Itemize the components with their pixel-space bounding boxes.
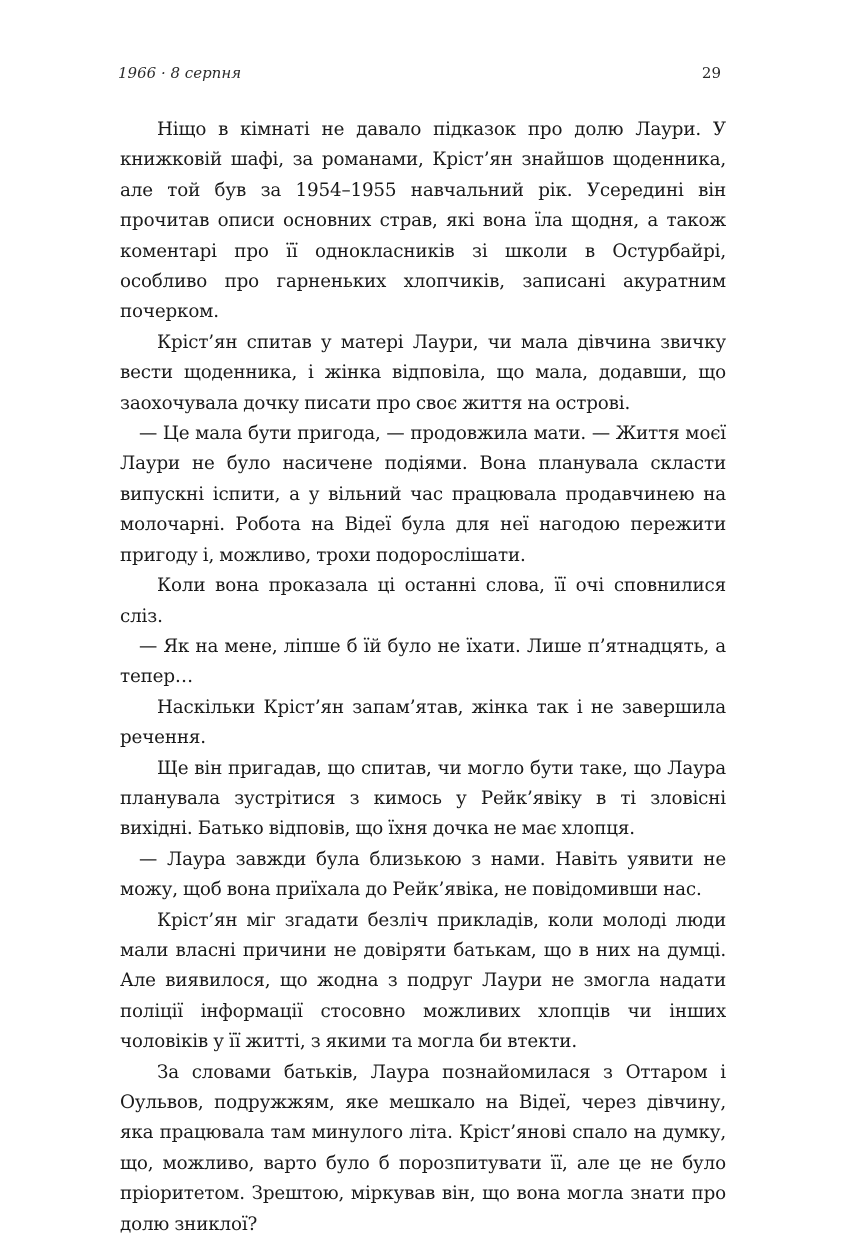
body-text	[120, 115, 726, 1240]
paragraph: Ще він пригадав, що спитав, чи могло бути таке, що Лаура планувала зустрітися з кимось у Рейк’явіку в ті зловісні вихідні. Батько відповів, що їхня дочка не має хлопця.	[120, 757, 726, 840]
dialogue-paragraph: — Як на мене, ліпше б їй було не їхати. Лише п’ятнадцять, а тепер…	[120, 635, 726, 688]
running-head	[118, 64, 721, 88]
paragraph: Наскільки Кріст’ян запам’ятав, жінка так і не завершила речення.	[120, 696, 726, 749]
paragraph: Коли вона проказала ці останні слова, її очі сповнилися сліз.	[120, 575, 726, 627]
paragraph: Кріст’ян міг згадати безліч прикладів, коли молоді люди мали власні причини не довіряти батькам, що в них на думці. Але виявилося, що жодна з подруг Лаури не змогла надати поліції інформації стосовно можливих хлопців чи інших чоловіків у її житті, з якими та могла би втекти.	[120, 909, 726, 1053]
dialogue-paragraph: — Лаура завжди була близькою з нами. Навіть уявити не можу, щоб вона приїхала до Рейк’явіка, не повідомивши нас.	[120, 848, 726, 901]
dialogue-paragraph: — Це мала бути пригода, — продовжила мати. — Життя моєї Лаури не було насичене подіями. Вона планувала скласти випускні іспити, а у вільний час працювала продавчинею на молочарні. Робота на Відеї була для неї нагодою пережити пригоду і, можливо, трохи подорослішати.	[120, 423, 726, 566]
page-number: 29	[701, 64, 721, 82]
paragraph: Кріст’ян спитав у матері Лаури, чи мала дівчина звичку вести щоденника, і жінка відповіла, що мала, додавши, що заохочувала дочку писати про своє життя на острові.	[120, 331, 726, 414]
paragraph: За словами батьків, Лаура познайомилася з Оттаром і Оульвов, подружжям, яке мешкало на Відеї, через дівчину, яка працювала там минулого літа. Кріст’янові спало на думку, що, можливо, варто було б порозпитувати її, але це не було пріоритетом. Зрештою, міркував він, що вона могла знати про долю зниклої?	[120, 1061, 726, 1235]
running-title: 1966 · 8 серпня	[118, 64, 242, 82]
paragraph: Ніщо в кімнаті не давало підказок про долю Лаури. У книжковій шафі, за романами, Кріст’ян знайшов щоденника, але той був за 1954–1955 навчальний рік. Усередині він прочитав описи основних страв, які вона їла щодня, а також коментарі про її однокласників зі школи в Остурбайрі, особливо про гарненьких хлопчиків, записані акуратним почерком.	[120, 119, 726, 323]
